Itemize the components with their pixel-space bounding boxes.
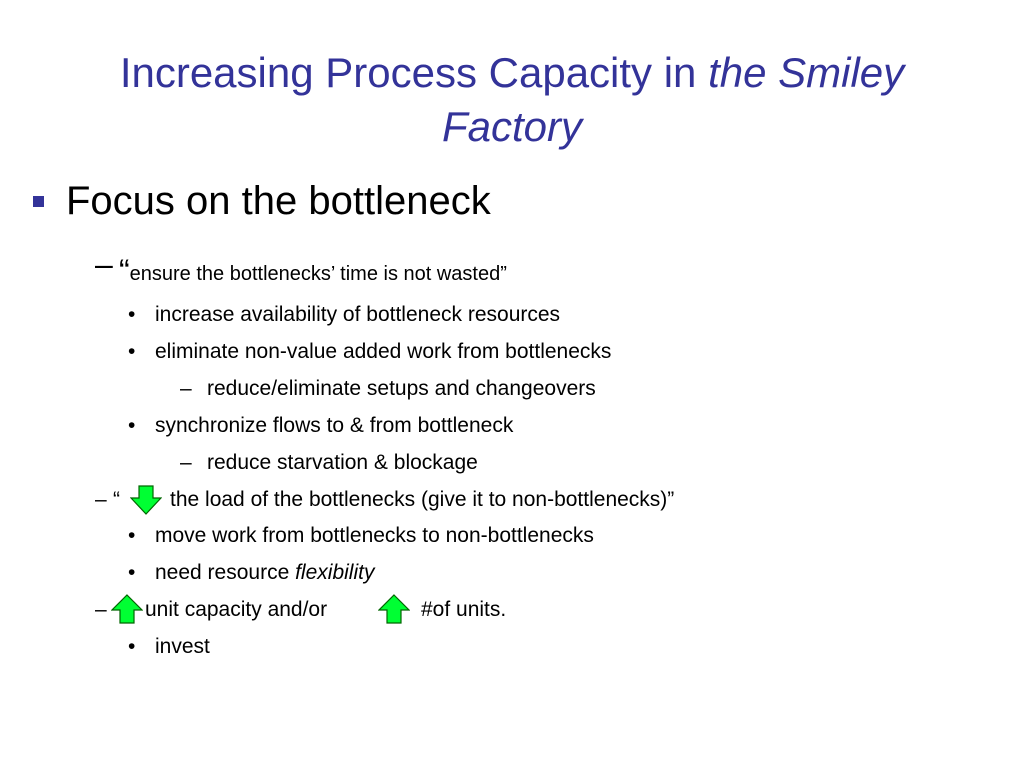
unit-capacity-text: unit capacity and/or: [145, 598, 328, 621]
item-text: reduce/eliminate setups and changeovers: [207, 377, 596, 400]
num-units-text: #of units.: [421, 598, 507, 621]
dash-marker: –: [180, 451, 192, 474]
title-part3: Factory: [441, 103, 583, 150]
dot-bullet: •: [128, 340, 136, 363]
item-text: synchronize flows to & from bottleneck: [155, 414, 514, 437]
dash-marker: –: [95, 246, 113, 282]
dash-marker: –: [95, 488, 107, 511]
item-text: [155, 560, 374, 586]
dot-bullet: •: [128, 524, 136, 547]
down-arrow-icon: [130, 485, 162, 515]
title-part2: the Smiley: [708, 49, 905, 96]
open-quote: “: [119, 253, 130, 289]
dot-bullet: •: [128, 303, 136, 326]
bullet-focus-text: Focus on the bottleneck: [66, 179, 491, 223]
dash-marker: –: [180, 377, 192, 400]
dot-bullet: •: [128, 414, 136, 437]
dash-marker: –: [95, 598, 107, 621]
sub-bullet-ensure-text: [119, 253, 507, 289]
ensure-text: ensure the bottlenecks’ time is not wasted”: [129, 263, 507, 285]
dot-bullet: •: [128, 561, 136, 584]
open-quote: “: [113, 488, 120, 511]
dot-bullet: •: [128, 635, 136, 658]
square-bullet-icon: [33, 196, 44, 207]
slide-title: [60, 46, 964, 154]
need-resource-text: need resource: [155, 561, 296, 584]
sub-bullet-load-text: the load of the bottlenecks (give it to non-bottlenecks)”: [170, 488, 675, 511]
item-text: increase availability of bottleneck resources: [155, 303, 561, 326]
up-arrow-icon: [378, 594, 410, 624]
item-text: eliminate non-value added work from bottlenecks: [155, 340, 612, 363]
item-text: move work from bottlenecks to non-bottlenecks: [155, 524, 594, 547]
title-part1: Increasing Process Capacity in: [119, 49, 709, 96]
item-text: reduce starvation & blockage: [207, 451, 478, 474]
up-arrow-icon: [111, 594, 143, 624]
item-text: invest: [155, 635, 210, 658]
flexibility-text: flexibility: [295, 561, 375, 584]
